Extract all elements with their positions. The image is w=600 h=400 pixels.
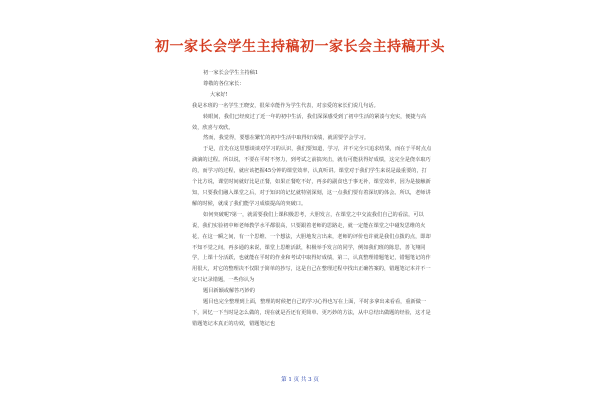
- document-body: [192, 68, 432, 330]
- paragraph: 然而，我觉得，要想在繁忙的初中生活中取得好成绩，就需要学会学习。: [203, 135, 370, 142]
- paragraph: 题目也完全整理到上面，整理的时候把自己的学习心得也写在上面，平时多拿出来看看，重新做一下，回忆一下当时是怎么做的，现在就是否还有更简单、更巧妙的方法，从中总结出做题的经验，这才是错题笔记本真正的功效，错题笔记也: [192, 299, 431, 327]
- paragraph: 如何突破呢?第一，就需要我们上课积极思考，大胆发言，在课堂之中交流我们自己的看法，可以说，我们实验初中师老师教学水平都很高，只要跟着老师的思路走，就一定能在课堂之中碰发思维的火花，在这一瞬之间，有一个思维、一个想法，大胆地发言出来，老师的评价也许就是我们点拨的点，即却不知不觉之间，再多通的来说，课堂上思维活跃，积极举手发言的同学，例如我们班的陈思，善飞翔同学，上课十分活跃，也就能在平时的作业和考试中取得好成绩，第二，认真整理错题笔记，错题笔记的作用很大，对它的整理决不仅限于简单的抄写，这是自己在整理过程中找出正确答案的，错题笔记本并不一定只记录错题，一些你认为: [192, 211, 431, 284]
- paragraph: 转眼间，我们已经度过了近一年的初中生活，我们深深感受到了初中生活的紧凑与充实，便捷与高效，欣喜与欢欣。: [192, 113, 427, 131]
- paragraph-intro: 我是本班的一名学生王晓安，很荣幸能作为学生代表，对亲爱的家长们说几句话。: [192, 102, 379, 109]
- paragraph: 于是，首先在这里想谈谈对学习的认识，我们要知道，学习，并不完全只追求结果，而在于平时点点滴滴的过程。所以说，不要在平时不努力，到考试之前搞突击，就有可能获得好成绩，这完全是侥幸取巧的，而学习的过程，就应该把握45分钟的课堂效率，认真听讲。课堂对于我们学生来说是最重要的，打个比方说，课堂时间就好比是正餐，如果正餐吃不好，再多的副食也于事无补，课堂效率，因为是接触新知，只要我们融入课堂之后，对于知识的记忆就特别深刻，这一点我们要有着深切的体会。所以，老师讲解的时候，就成了我们能学习成绩提高的突破口。: [192, 146, 432, 207]
- page-footer: 第 1 页 共 3 页: [281, 377, 319, 383]
- document-title: 初一家长会学生主持稿初一家长会主持稿开头: [155, 39, 445, 55]
- paragraph: 题目新颖或解答巧妙的: [203, 288, 255, 295]
- salutation: 尊敬的各位家长：: [203, 80, 245, 87]
- greeting: 大家好!: [210, 91, 228, 98]
- doc-subtitle: 初一家长会学生主持稿1: [203, 70, 259, 76]
